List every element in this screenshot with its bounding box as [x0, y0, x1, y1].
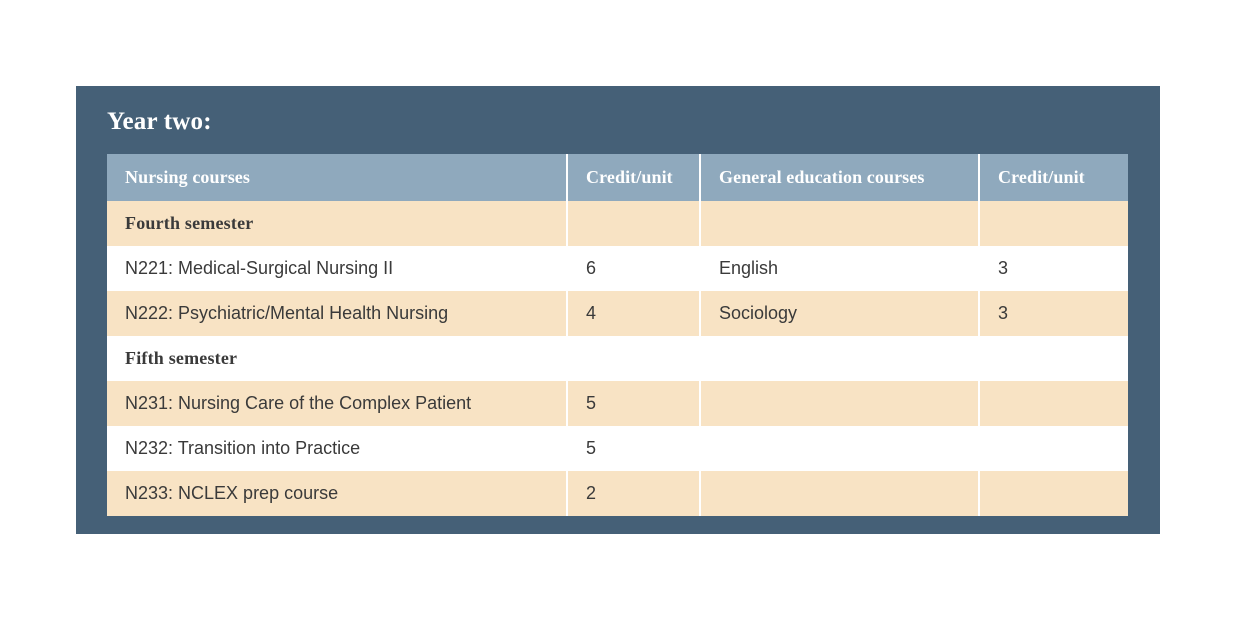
cell-credit-nursing	[567, 201, 700, 246]
column-header-credit-unit-nursing: Credit/unit	[567, 154, 700, 201]
cell-credit-general	[979, 201, 1128, 246]
cell-credit-general: 3	[979, 246, 1128, 291]
table-header-row	[107, 154, 1128, 201]
column-header-general-education-courses: General education courses	[700, 154, 979, 201]
cell-general-course	[700, 426, 979, 471]
cell-nursing-course: N221: Medical-Surgical Nursing II	[107, 246, 567, 291]
page-title: Year two:	[107, 108, 212, 135]
cell-credit-nursing: 5	[567, 381, 700, 426]
table-row	[107, 336, 1128, 381]
cell-credit-nursing: 6	[567, 246, 700, 291]
cell-general-course	[700, 201, 979, 246]
table-row	[107, 246, 1128, 291]
cell-credit-general	[979, 471, 1128, 516]
cell-general-course: Sociology	[700, 291, 979, 336]
table-body	[107, 201, 1128, 516]
cell-credit-nursing	[567, 336, 700, 381]
cell-credit-nursing: 4	[567, 291, 700, 336]
cell-credit-general	[979, 426, 1128, 471]
cell-credit-general	[979, 381, 1128, 426]
course-table	[107, 154, 1128, 516]
table-header	[107, 154, 1128, 201]
cell-nursing-course: N232: Transition into Practice	[107, 426, 567, 471]
cell-nursing-course: N231: Nursing Care of the Complex Patient	[107, 381, 567, 426]
table-row	[107, 471, 1128, 516]
cell-general-course	[700, 336, 979, 381]
cell-general-course	[700, 381, 979, 426]
table-row	[107, 201, 1128, 246]
semester-label: Fifth semester	[107, 336, 567, 381]
cell-credit-general: 3	[979, 291, 1128, 336]
table-row	[107, 381, 1128, 426]
column-header-nursing-courses: Nursing courses	[107, 154, 567, 201]
cell-credit-nursing: 2	[567, 471, 700, 516]
cell-credit-nursing: 5	[567, 426, 700, 471]
table-row	[107, 291, 1128, 336]
cell-nursing-course: N222: Psychiatric/Mental Health Nursing	[107, 291, 567, 336]
year-two-panel	[76, 86, 1160, 534]
semester-label: Fourth semester	[107, 201, 567, 246]
cell-nursing-course: N233: NCLEX prep course	[107, 471, 567, 516]
column-header-credit-unit-general: Credit/unit	[979, 154, 1128, 201]
table-row	[107, 426, 1128, 471]
cell-credit-general	[979, 336, 1128, 381]
cell-general-course	[700, 471, 979, 516]
cell-general-course: English	[700, 246, 979, 291]
